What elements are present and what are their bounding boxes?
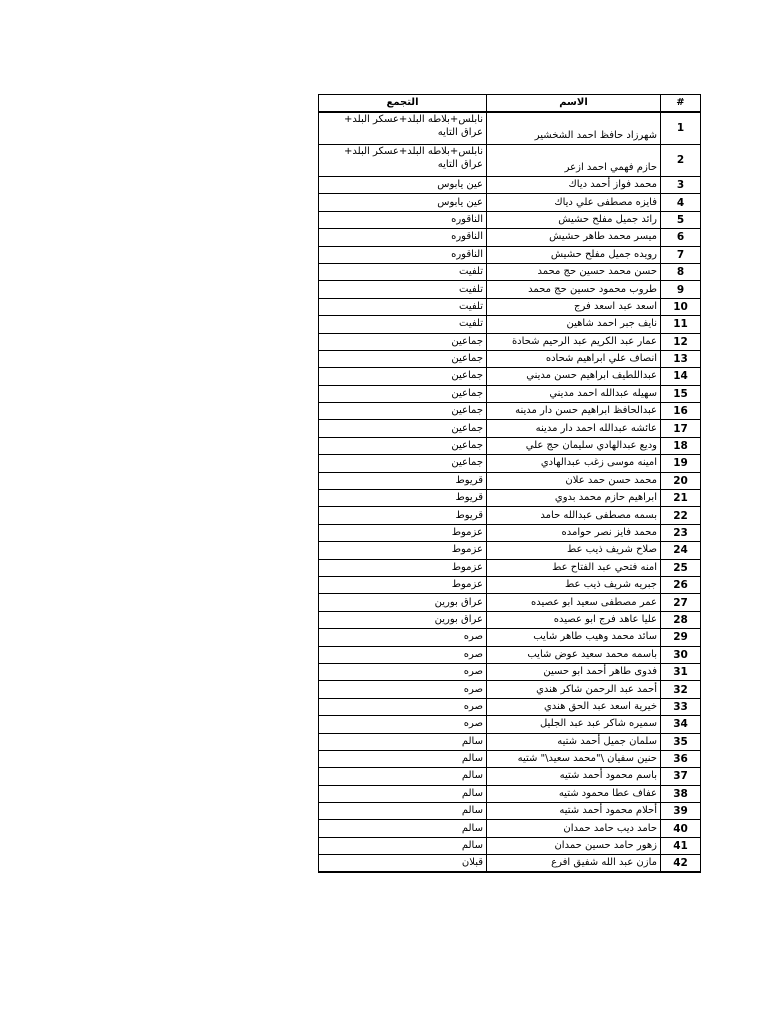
row-number: 15 bbox=[661, 385, 701, 402]
row-name: حازم فهمي احمد ازعر bbox=[487, 144, 661, 177]
row-group: صره bbox=[319, 646, 487, 663]
table-row bbox=[319, 629, 701, 646]
row-name: نايف جبر احمد شاهين bbox=[487, 316, 661, 333]
row-number: 21 bbox=[661, 490, 701, 507]
row-name: حنين سفيان \"محمد سعيد\" شتيه bbox=[487, 750, 661, 767]
table-row bbox=[319, 298, 701, 315]
row-number: 2 bbox=[661, 144, 701, 177]
row-name: صلاح شريف ذيب عط bbox=[487, 542, 661, 559]
row-group: جماعين bbox=[319, 420, 487, 437]
row-group: جماعين bbox=[319, 437, 487, 454]
row-name: أحلام محمود أحمد شتيه bbox=[487, 803, 661, 820]
row-number: 20 bbox=[661, 472, 701, 489]
table-row bbox=[319, 403, 701, 420]
row-name: امينه موسى زغب عبدالهادي bbox=[487, 455, 661, 472]
row-name: فدوى طاهر أحمد ابو حسين bbox=[487, 663, 661, 680]
row-number: 32 bbox=[661, 681, 701, 698]
row-number: 36 bbox=[661, 750, 701, 767]
row-group: صره bbox=[319, 663, 487, 680]
table-row bbox=[319, 437, 701, 454]
row-name: أحمد عبد الرحمن شاكر هندي bbox=[487, 681, 661, 698]
row-group: جماعين bbox=[319, 333, 487, 350]
row-name: عبدالحافظ ابراهيم حسن دار مدينه bbox=[487, 403, 661, 420]
table-row bbox=[319, 803, 701, 820]
row-group: سالم bbox=[319, 837, 487, 854]
table-row bbox=[319, 524, 701, 541]
row-name: زهور حامد حسين حمدان bbox=[487, 837, 661, 854]
row-number: 37 bbox=[661, 768, 701, 785]
row-name: عبداللطيف ابراهيم حسن مديني bbox=[487, 368, 661, 385]
row-number: 4 bbox=[661, 194, 701, 211]
row-name: اسعد عبد اسعد فرج bbox=[487, 298, 661, 315]
row-number: 29 bbox=[661, 629, 701, 646]
row-number: 40 bbox=[661, 820, 701, 837]
row-number: 12 bbox=[661, 333, 701, 350]
row-group: الناقوره bbox=[319, 211, 487, 228]
row-group: جماعين bbox=[319, 455, 487, 472]
row-number: 28 bbox=[661, 611, 701, 628]
row-group: عزموط bbox=[319, 559, 487, 576]
table-row bbox=[319, 594, 701, 611]
row-number: 16 bbox=[661, 403, 701, 420]
header-name: الاسم bbox=[487, 95, 661, 112]
table-row bbox=[319, 716, 701, 733]
row-name: باسم محمود أحمد شتيه bbox=[487, 768, 661, 785]
row-number: 10 bbox=[661, 298, 701, 315]
row-name: وديع عبدالهادي سليمان حج علي bbox=[487, 437, 661, 454]
table-row bbox=[319, 733, 701, 750]
row-name: طروب محمود حسين حج محمد bbox=[487, 281, 661, 298]
row-group: قريوط bbox=[319, 490, 487, 507]
table-row bbox=[319, 750, 701, 767]
row-group: عراق بورين bbox=[319, 594, 487, 611]
row-name: محمد فواز أحمد دياك bbox=[487, 177, 661, 194]
table-row bbox=[319, 229, 701, 246]
row-number: 18 bbox=[661, 437, 701, 454]
row-group: صره bbox=[319, 716, 487, 733]
names-table bbox=[318, 94, 701, 873]
table-row bbox=[319, 368, 701, 385]
row-name: جبريه شريف ذيب عط bbox=[487, 576, 661, 593]
table-row bbox=[319, 455, 701, 472]
table-row bbox=[319, 785, 701, 802]
row-name: عليا عاهد فرج ابو عصيده bbox=[487, 611, 661, 628]
row-name: رائد جميل مفلح حشيش bbox=[487, 211, 661, 228]
row-group: نابلس+بلاطه البلد+عسكر البلد+ عراق التايه bbox=[319, 144, 487, 177]
header-number: # bbox=[661, 95, 701, 112]
row-number: 42 bbox=[661, 855, 701, 872]
row-number: 7 bbox=[661, 246, 701, 263]
row-group: عين يابوس bbox=[319, 177, 487, 194]
row-number: 9 bbox=[661, 281, 701, 298]
row-group: صره bbox=[319, 629, 487, 646]
row-group: سالم bbox=[319, 750, 487, 767]
table-row bbox=[319, 611, 701, 628]
table-row bbox=[319, 350, 701, 367]
row-group: نابلس+بلاطه البلد+عسكر البلد+ عراق التايه bbox=[319, 112, 487, 145]
row-number: 1 bbox=[661, 112, 701, 145]
row-name: امنه فتحي عبد الفتاح عط bbox=[487, 559, 661, 576]
row-number: 11 bbox=[661, 316, 701, 333]
row-group: جماعين bbox=[319, 368, 487, 385]
table-body bbox=[319, 112, 701, 873]
row-name: حامد ديب حامد حمدان bbox=[487, 820, 661, 837]
row-number: 38 bbox=[661, 785, 701, 802]
table-row bbox=[319, 177, 701, 194]
table-row bbox=[319, 768, 701, 785]
table-row bbox=[319, 144, 701, 177]
table-row bbox=[319, 333, 701, 350]
table-row bbox=[319, 472, 701, 489]
table-row bbox=[319, 698, 701, 715]
row-number: 17 bbox=[661, 420, 701, 437]
row-number: 31 bbox=[661, 663, 701, 680]
table-row bbox=[319, 316, 701, 333]
row-number: 5 bbox=[661, 211, 701, 228]
row-name: مازن عبد الله شفيق افرع bbox=[487, 855, 661, 872]
spreadsheet-page bbox=[318, 94, 700, 873]
table-row bbox=[319, 385, 701, 402]
row-number: 3 bbox=[661, 177, 701, 194]
row-name: محمد فايز نصر حوامده bbox=[487, 524, 661, 541]
row-group: قريوط bbox=[319, 472, 487, 489]
row-group: عزموط bbox=[319, 542, 487, 559]
row-group: قريوط bbox=[319, 507, 487, 524]
row-name: ابراهيم حازم محمد بدوي bbox=[487, 490, 661, 507]
row-group: عزموط bbox=[319, 576, 487, 593]
table-row bbox=[319, 507, 701, 524]
row-name: شهرزاد حافظ احمد الشخشير bbox=[487, 112, 661, 145]
table-row bbox=[319, 420, 701, 437]
row-number: 6 bbox=[661, 229, 701, 246]
table-row bbox=[319, 576, 701, 593]
table-row bbox=[319, 646, 701, 663]
table-row bbox=[319, 542, 701, 559]
row-name: بسمه مصطفى عبدالله حامد bbox=[487, 507, 661, 524]
table-row bbox=[319, 194, 701, 211]
row-group: تلفيت bbox=[319, 263, 487, 280]
row-group: سالم bbox=[319, 820, 487, 837]
row-number: 41 bbox=[661, 837, 701, 854]
row-group: عزموط bbox=[319, 524, 487, 541]
row-number: 26 bbox=[661, 576, 701, 593]
row-group: جماعين bbox=[319, 350, 487, 367]
row-group: جماعين bbox=[319, 385, 487, 402]
row-group: الناقوره bbox=[319, 229, 487, 246]
row-number: 13 bbox=[661, 350, 701, 367]
table-row bbox=[319, 112, 701, 145]
row-number: 23 bbox=[661, 524, 701, 541]
row-name: سائد محمد وهيب طاهر شايب bbox=[487, 629, 661, 646]
header-group: التجمع bbox=[319, 95, 487, 112]
row-group: عين يابوس bbox=[319, 194, 487, 211]
row-number: 8 bbox=[661, 263, 701, 280]
row-name: خيرية اسعد عبد الحق هندي bbox=[487, 698, 661, 715]
row-name: حسن محمد حسين حج محمد bbox=[487, 263, 661, 280]
row-group: الناقوره bbox=[319, 246, 487, 263]
row-group: سالم bbox=[319, 768, 487, 785]
row-number: 39 bbox=[661, 803, 701, 820]
row-name: سميره شاكر عبد عبد الجليل bbox=[487, 716, 661, 733]
table-row bbox=[319, 681, 701, 698]
row-number: 30 bbox=[661, 646, 701, 663]
row-name: محمد حسن حمد علان bbox=[487, 472, 661, 489]
row-group: سالم bbox=[319, 733, 487, 750]
row-number: 35 bbox=[661, 733, 701, 750]
row-name: سلمان جميل أحمد شتيه bbox=[487, 733, 661, 750]
row-group: سالم bbox=[319, 803, 487, 820]
row-name: عائشه عبدالله احمد دار مدينه bbox=[487, 420, 661, 437]
table-row bbox=[319, 820, 701, 837]
row-group: صره bbox=[319, 681, 487, 698]
row-name: عفاف عطا محمود شتيه bbox=[487, 785, 661, 802]
table-row bbox=[319, 263, 701, 280]
row-group: قبلان bbox=[319, 855, 487, 872]
table-row bbox=[319, 855, 701, 872]
row-group: صره bbox=[319, 698, 487, 715]
row-number: 22 bbox=[661, 507, 701, 524]
row-number: 33 bbox=[661, 698, 701, 715]
table-row bbox=[319, 246, 701, 263]
table-row bbox=[319, 663, 701, 680]
table-row bbox=[319, 281, 701, 298]
row-name: ميسر محمد طاهر حشيش bbox=[487, 229, 661, 246]
row-group: تلفيت bbox=[319, 298, 487, 315]
row-number: 34 bbox=[661, 716, 701, 733]
row-number: 25 bbox=[661, 559, 701, 576]
table-row bbox=[319, 837, 701, 854]
row-name: انصاف علي ابراهيم شحاده bbox=[487, 350, 661, 367]
row-number: 14 bbox=[661, 368, 701, 385]
table-row bbox=[319, 490, 701, 507]
row-number: 24 bbox=[661, 542, 701, 559]
table-row bbox=[319, 211, 701, 228]
header-row bbox=[319, 95, 701, 112]
table-row bbox=[319, 559, 701, 576]
row-group: جماعين bbox=[319, 403, 487, 420]
row-name: باسمه محمد سعيد عوض شايب bbox=[487, 646, 661, 663]
row-name: عمار عبد الكريم عبد الرحيم شحادة bbox=[487, 333, 661, 350]
row-number: 19 bbox=[661, 455, 701, 472]
row-group: تلفيت bbox=[319, 316, 487, 333]
row-group: عراق بورين bbox=[319, 611, 487, 628]
row-group: تلفيت bbox=[319, 281, 487, 298]
row-group: سالم bbox=[319, 785, 487, 802]
row-name: سهيله عبدالله احمد مديني bbox=[487, 385, 661, 402]
row-name: رويده جميل مفلح حشيش bbox=[487, 246, 661, 263]
row-name: فايزه مصطفى علي دياك bbox=[487, 194, 661, 211]
row-number: 27 bbox=[661, 594, 701, 611]
row-name: عمر مصطفى سعيد ابو عصيده bbox=[487, 594, 661, 611]
